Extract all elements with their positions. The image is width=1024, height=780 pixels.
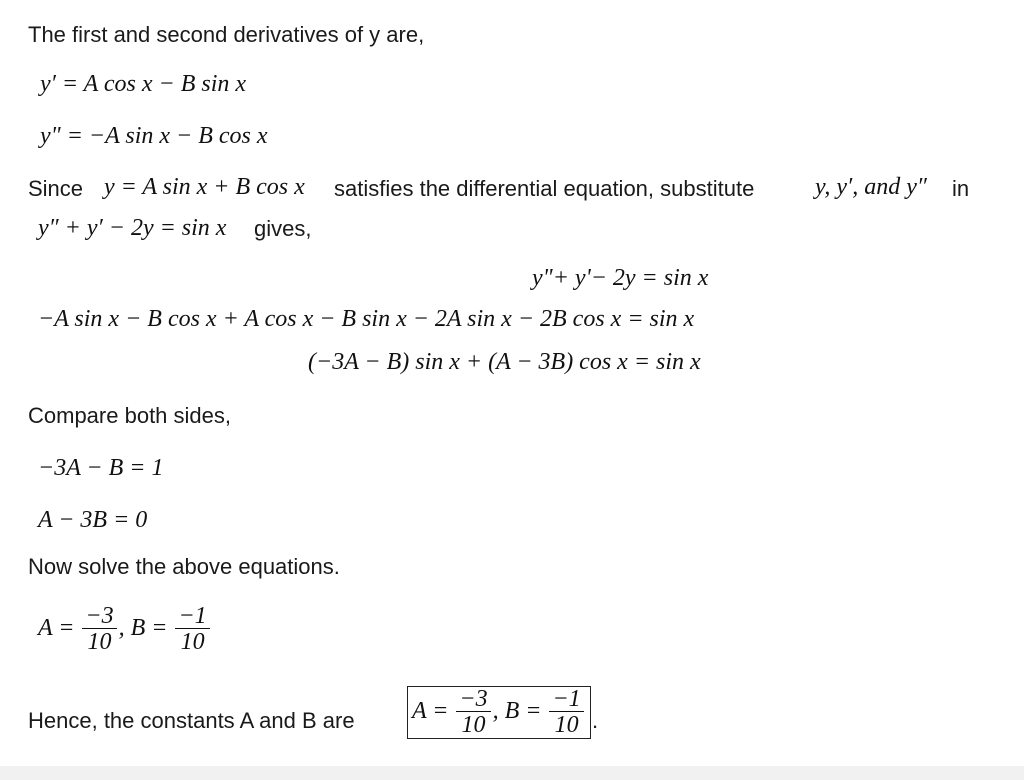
final-a-lhs: A =: [412, 698, 449, 725]
solution-a-lhs: A =: [38, 615, 75, 642]
aligned-step-1: y"+ y'− 2y = sin x: [532, 265, 709, 291]
intro-text: The first and second derivatives of y are,: [28, 22, 425, 47]
since-prefix: Since: [28, 176, 84, 201]
first-derivative-eq: y′ = A cos x − B sin x: [40, 71, 247, 97]
system-equation-2: A − 3B = 0: [38, 507, 148, 533]
compare-text: Compare both sides,: [28, 403, 231, 428]
second-derivative-eq: y" = −A sin x − B cos x: [40, 123, 268, 149]
since-middle-text: satisfies the differential equation, substitute: [334, 176, 755, 201]
ode-expression: y″ + y′ − 2y = sin x: [38, 215, 227, 241]
final-period: .: [592, 708, 599, 733]
solution-b-denominator: 10: [180, 629, 205, 655]
since-suffix: in: [952, 176, 970, 201]
solution-a-denominator: 10: [87, 629, 112, 655]
aligned-step-2: −A sin x − B cos x + A cos x − B sin x − 2A sin x − 2B cos x = sin x: [38, 306, 695, 332]
solution-separator: ,: [118, 615, 125, 642]
hence-text: Hence, the constants A and B are: [28, 708, 355, 733]
solve-text: Now solve the above equations.: [28, 554, 340, 579]
final-a-fraction: [456, 687, 490, 738]
final-b-lhs: B =: [504, 698, 542, 725]
solution-expression: [38, 604, 212, 655]
bottom-band: [0, 766, 1024, 780]
solution-a-numerator: −3: [82, 604, 116, 629]
solution-b-numerator: −1: [175, 604, 209, 629]
solution-b-lhs: B =: [130, 615, 168, 642]
ode-suffix: gives,: [254, 216, 312, 241]
solution-a-fraction: [82, 604, 116, 655]
final-b-denominator: 10: [554, 712, 579, 738]
final-answer-box: [407, 686, 591, 739]
final-a-denominator: 10: [461, 712, 486, 738]
aligned-step-3: (−3A − B) sin x + (A − 3B) cos x = sin x: [308, 349, 701, 375]
final-b-numerator: −1: [549, 687, 583, 712]
solution-b-fraction: [175, 604, 209, 655]
final-separator: ,: [492, 698, 499, 725]
final-a-numerator: −3: [456, 687, 490, 712]
final-b-fraction: [549, 687, 583, 738]
system-equation-1: −3A − B = 1: [38, 455, 164, 481]
since-variables: y, y′, and y″: [815, 174, 927, 200]
since-expression: y = A sin x + B cos x: [104, 174, 305, 200]
